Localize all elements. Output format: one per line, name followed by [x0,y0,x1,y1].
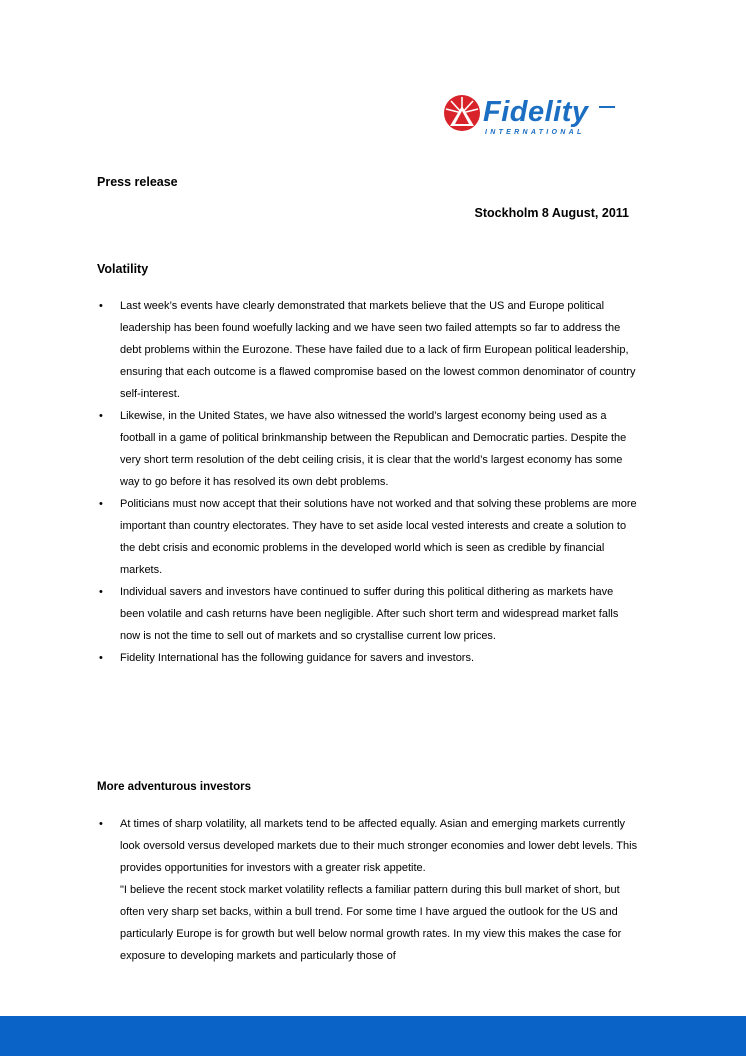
press-release-label: Press release [97,175,178,189]
list-item: • Fidelity International has the following guidance for savers and investors. [97,647,639,669]
svg-text:INTERNATIONAL: INTERNATIONAL [485,129,585,136]
dateline: Stockholm 8 August, 2011 [474,206,629,220]
list-item: • Last week’s events have clearly demonstrated that markets believe that the US and Europe political leadership has been found woefully lacking and we have seen two failed attempts so far to address the debt problems within the Eurozone. These have failed due to a lack of firm European political leadership, ensuring that each outcome is a flawed compromise based on the lowest common denominator of country self-interest. [97,295,639,405]
list-item: • Individual savers and investors have continued to suffer during this political dithering as markets have been volatile and cash returns have been negligible. After such short term and widespread market falls now is not the time to sell out of markets and so crystallise current low prices. [97,581,639,647]
fidelity-international-logo [441,93,617,137]
volatility-bullet-list [97,295,639,669]
section-heading-adventurous-investors: More adventurous investors [97,781,252,793]
list-item: • Politicians must now accept that their solutions have not worked and that solving these problems are more important than country electorates. They have to set aside local vested interests and create a solution to the debt crisis and economic problems in the developed world which is seen as credible by financial markets. [97,493,639,581]
bullet-text: • At times of sharp volatility, all markets tend to be affected equally. Asian and emerging markets currently look oversold versus developed markets due to their much stronger economies and lower debt levels. This provides opportunities for investors with a greater risk appetite. [120,818,638,874]
list-item: • Likewise, in the United States, we have also witnessed the world’s largest economy being used as a football in a game of political brinkmanship between the Republican and Democratic parties. Despite the very short term resolution of the debt ceiling crisis, it is clear that the world’s largest economy has some way to go before it has resolved its own debt problems. [97,405,639,493]
quote-text: "I believe the recent stock market volatility reflects a familiar pattern during this bull market of short, but often very sharp set backs, within a bull trend. For some time I have argued the outlook for the US and particularly Europe is for growth but well below normal growth rates. In my view this makes the case for exposure to developing markets and particularly those of [120,884,622,962]
list-item [97,813,639,967]
svg-text:Fidelity: Fidelity [483,96,589,128]
adventurous-bullet-list [97,813,639,967]
footer-bar [0,1016,746,1056]
fidelity-logo-graphic [441,93,617,137]
section-heading-volatility: Volatility [97,262,149,276]
